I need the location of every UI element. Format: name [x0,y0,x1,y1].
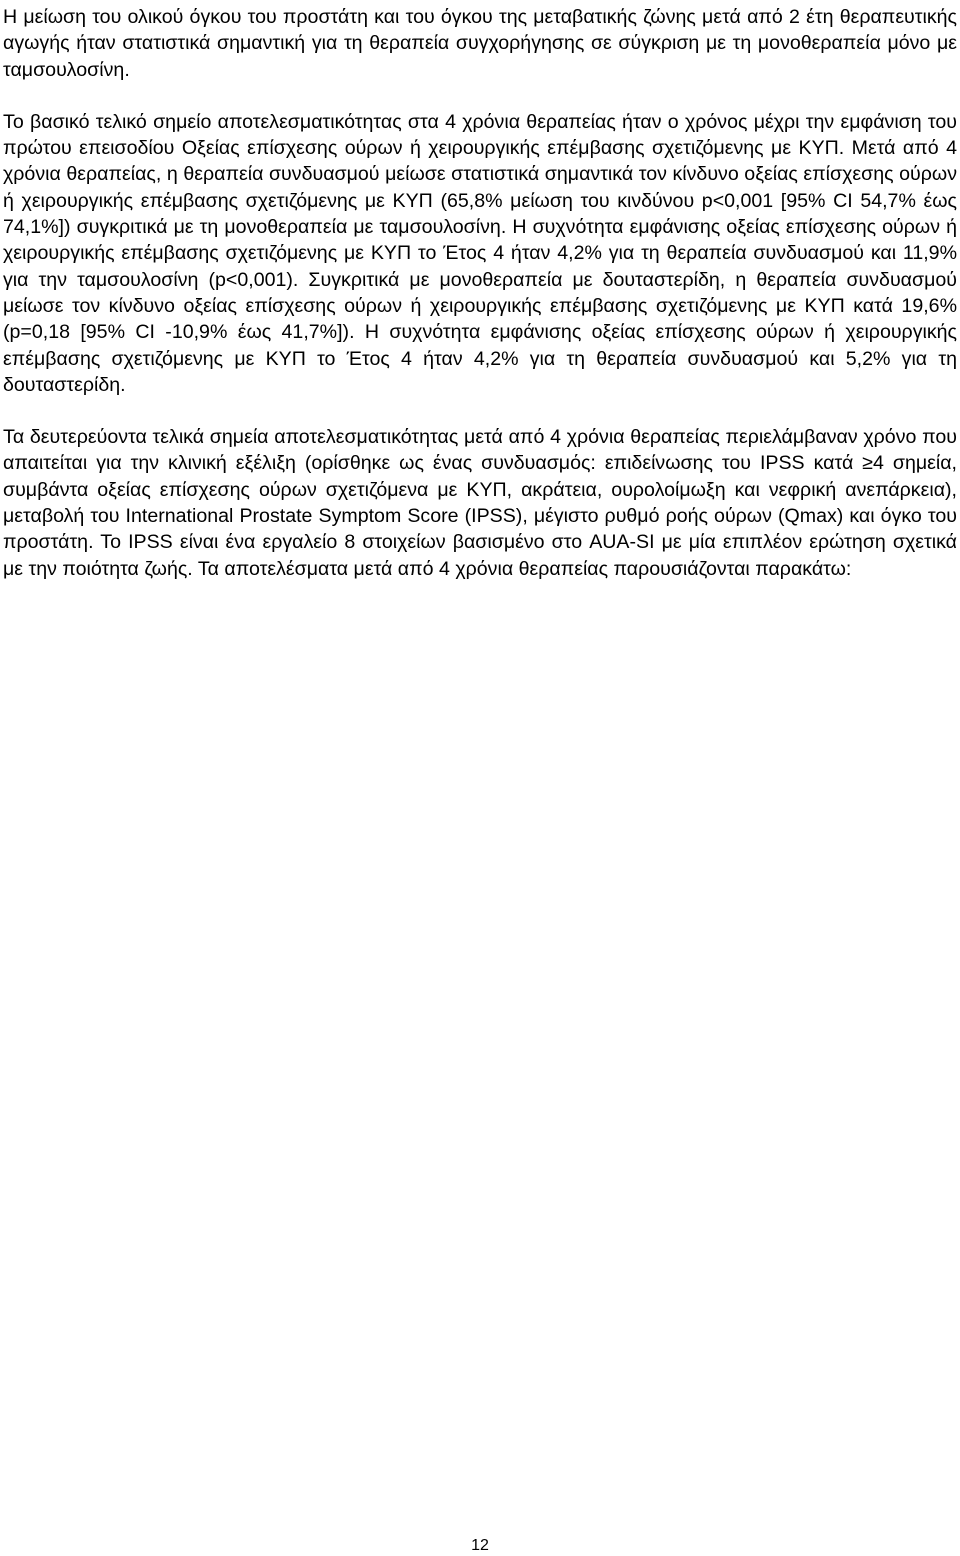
paragraph-primary-endpoint: Το βασικό τελικό σημείο αποτελεσματικότητας στα 4 χρόνια θεραπείας ήταν ο χρόνος μέχρι την εμφάνιση του πρώτου επεισοδίου Οξείας επίσχεσης ούρων ή χειρουργικής επέμβασης σχετιζόμενης με ΚΥΠ. Μετά από 4 χρόνια θεραπείας, η θεραπεία συνδυασμού μείωσε στατιστικά σημαντικά τον κίνδυνο οξείας επίσχεσης ούρων ή χειρουργικής επέμβασης σχετιζόμενης με ΚΥΠ (65,8% μείωση του κινδύνου p<0,001 [95% CI 54,7% έως 74,1%]) συγκριτικά με τη μονοθεραπεία με ταμσουλοσίνη. Η συχνότητα εμφάνισης οξείας επίσχεσης ούρων ή χειρουργικής επέμβασης σχετιζόμενης με ΚΥΠ το Έτος 4 ήταν 4,2% για τη θεραπεία συνδυασμού και 11,9% για την ταμσουλοσίνη (p<0,001). Συγκριτικά με μονοθεραπεία με δουταστερίδη, η θεραπεία συνδυασμού μείωσε τον κίνδυνο οξείας επίσχεσης ούρων ή χειρουργικής επέμβασης σχετιζόμενης με ΚΥΠ κατά 19,6% (p=0,18 [95% CI -10,9% έως 41,7%]). Η συχνότητα εμφάνισης οξείας επίσχεσης ούρων ή χειρουργικής επέμβασης σχετιζόμενης με ΚΥΠ το Έτος 4 ήταν 4,2% για τη θεραπεία συνδυασμού και 5,2% για τη δουταστερίδη. [3,110,957,396]
paragraph-prostate-volume: Η μείωση του ολικού όγκου του προστάτη και του όγκου της μεταβατικής ζώνης μετά από 2 έτη θεραπευτικής αγωγής ήταν στατιστικά σημαντική για τη θεραπεία συγχορήγησης σε σύγκριση με τη μονοθεραπεία μόνο με ταμσουλοσίνη. [3,6,957,81]
page-number: 12 [471,1537,489,1554]
document-page [3,4,957,582]
paragraph-secondary-endpoints: Τα δευτερεύοντα τελικά σημεία αποτελεσματικότητας μετά από 4 χρόνια θεραπείας περιελάμβαναν χρόνο που απαιτείται για την κλινική εξέλιξη (ορίσθηκε ως ένας συνδυασμός: επιδείνωσης του IPSS κατά ≥4 σημεία, συμβάντα οξείας επίσχεσης ούρων σχετιζόμενα με ΚΥΠ, ακράτεια, ουρολοίμωξη και νεφρική ανεπάρκεια), μεταβολή του International Prostate Symptom Score (IPSS), μέγιστο ρυθμό ροής ούρων (Qmax) και όγκο του προστάτη. Το IPSS είναι ένα εργαλείο 8 στοιχείων βασισμένο στο AUA-SI με μία επιπλέον ερώτηση σχετικά με την ποιότητα ζωής. Τα αποτελέσματα μετά από 4 χρόνια θεραπείας παρουσιάζονται παρακάτω: [3,426,957,580]
